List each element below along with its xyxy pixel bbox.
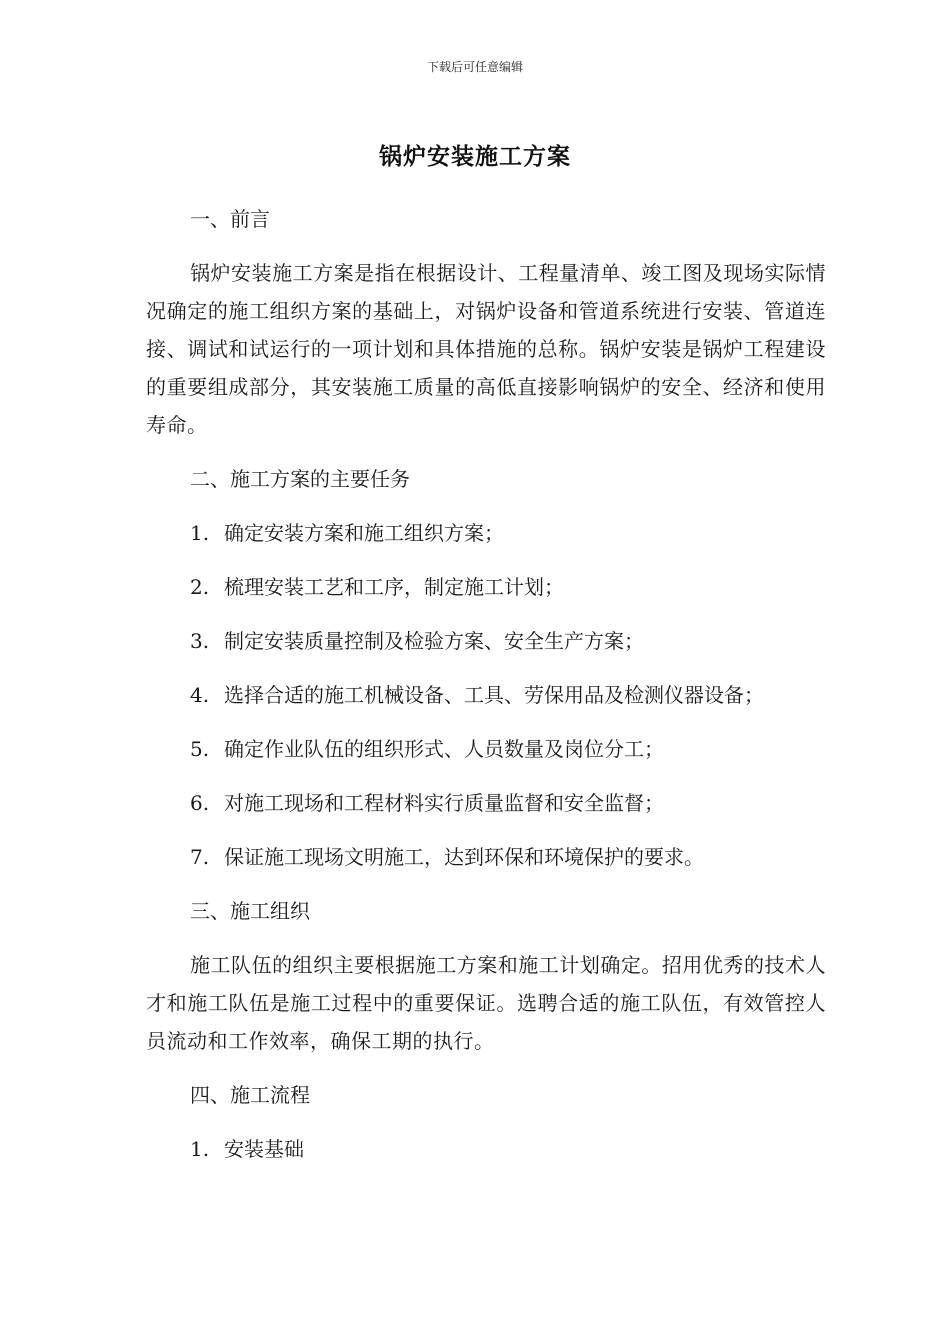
list-item (146, 1130, 826, 1168)
list-item-text: 安装基础 (224, 1137, 304, 1161)
list-item-number: 4. (190, 683, 210, 707)
spacer (146, 876, 826, 892)
list-item (146, 730, 826, 768)
list-item-text: 制定安装质量控制及检验方案、安全生产方案； (224, 629, 644, 653)
preface-paragraph: 锅炉安装施工方案是指在根据设计、工程量清单、竣工图及现场实际情况确定的施工组织方案的基础上，对锅炉设备和管道系统进行安装、管道连接、调试和试运行的一项计划和具体措施的总称。锅炉安装是锅炉工程建设的重要组成部分，其安装施工质量的高低直接影响锅炉的安全、经济和使用寿命。 (146, 261, 826, 437)
spacer (146, 1114, 826, 1130)
list-item-number: 7. (190, 845, 210, 869)
list-item (146, 838, 826, 876)
list-item-text: 梳理安装工艺和工序，制定施工计划； (224, 575, 564, 599)
process-list (146, 1130, 826, 1168)
spacer (146, 498, 826, 514)
list-item-text: 保证施工现场文明施工，达到环保和环境保护的要求。 (224, 845, 704, 869)
section-heading-preface: 一、前言 (190, 207, 270, 231)
list-item-number: 5. (190, 737, 210, 761)
list-item (146, 784, 826, 822)
list-item-number: 6. (190, 791, 210, 815)
spacer (146, 930, 826, 946)
header-note: 下载后可任意编辑 (426, 60, 523, 74)
document-body (146, 200, 826, 1168)
list-item (146, 622, 826, 660)
list-item (146, 568, 826, 606)
section-heading-organization: 三、施工组织 (190, 899, 310, 923)
spacer (146, 444, 826, 460)
section-heading-process: 四、施工流程 (190, 1083, 310, 1107)
list-item (146, 514, 826, 552)
list-item-text: 选择合适的施工机械设备、工具、劳保用品及检测仪器设备； (224, 683, 764, 707)
list-item-number: 1. (190, 521, 210, 545)
spacer (146, 238, 826, 254)
list-item-number: 1. (190, 1137, 210, 1161)
section-heading-tasks: 二、施工方案的主要任务 (190, 467, 410, 491)
organization-paragraph: 施工队伍的组织主要根据施工方案和施工计划确定。招用优秀的技术人才和施工队伍是施工过程中的重要保证。选聘合适的施工队伍，有效管控人员流动和工作效率，确保工期的执行。 (146, 953, 826, 1053)
list-item-text: 对施工现场和工程材料实行质量监督和安全监督； (224, 791, 664, 815)
spacer (146, 1060, 826, 1076)
document-title: 锅炉安装施工方案 (379, 144, 571, 170)
list-item-number: 3. (190, 629, 210, 653)
list-item-text: 确定安装方案和施工组织方案； (224, 521, 504, 545)
tasks-list (146, 514, 826, 876)
list-item-number: 2. (190, 575, 210, 599)
list-item-text: 确定作业队伍的组织形式、人员数量及岗位分工； (224, 737, 664, 761)
list-item (146, 676, 826, 714)
